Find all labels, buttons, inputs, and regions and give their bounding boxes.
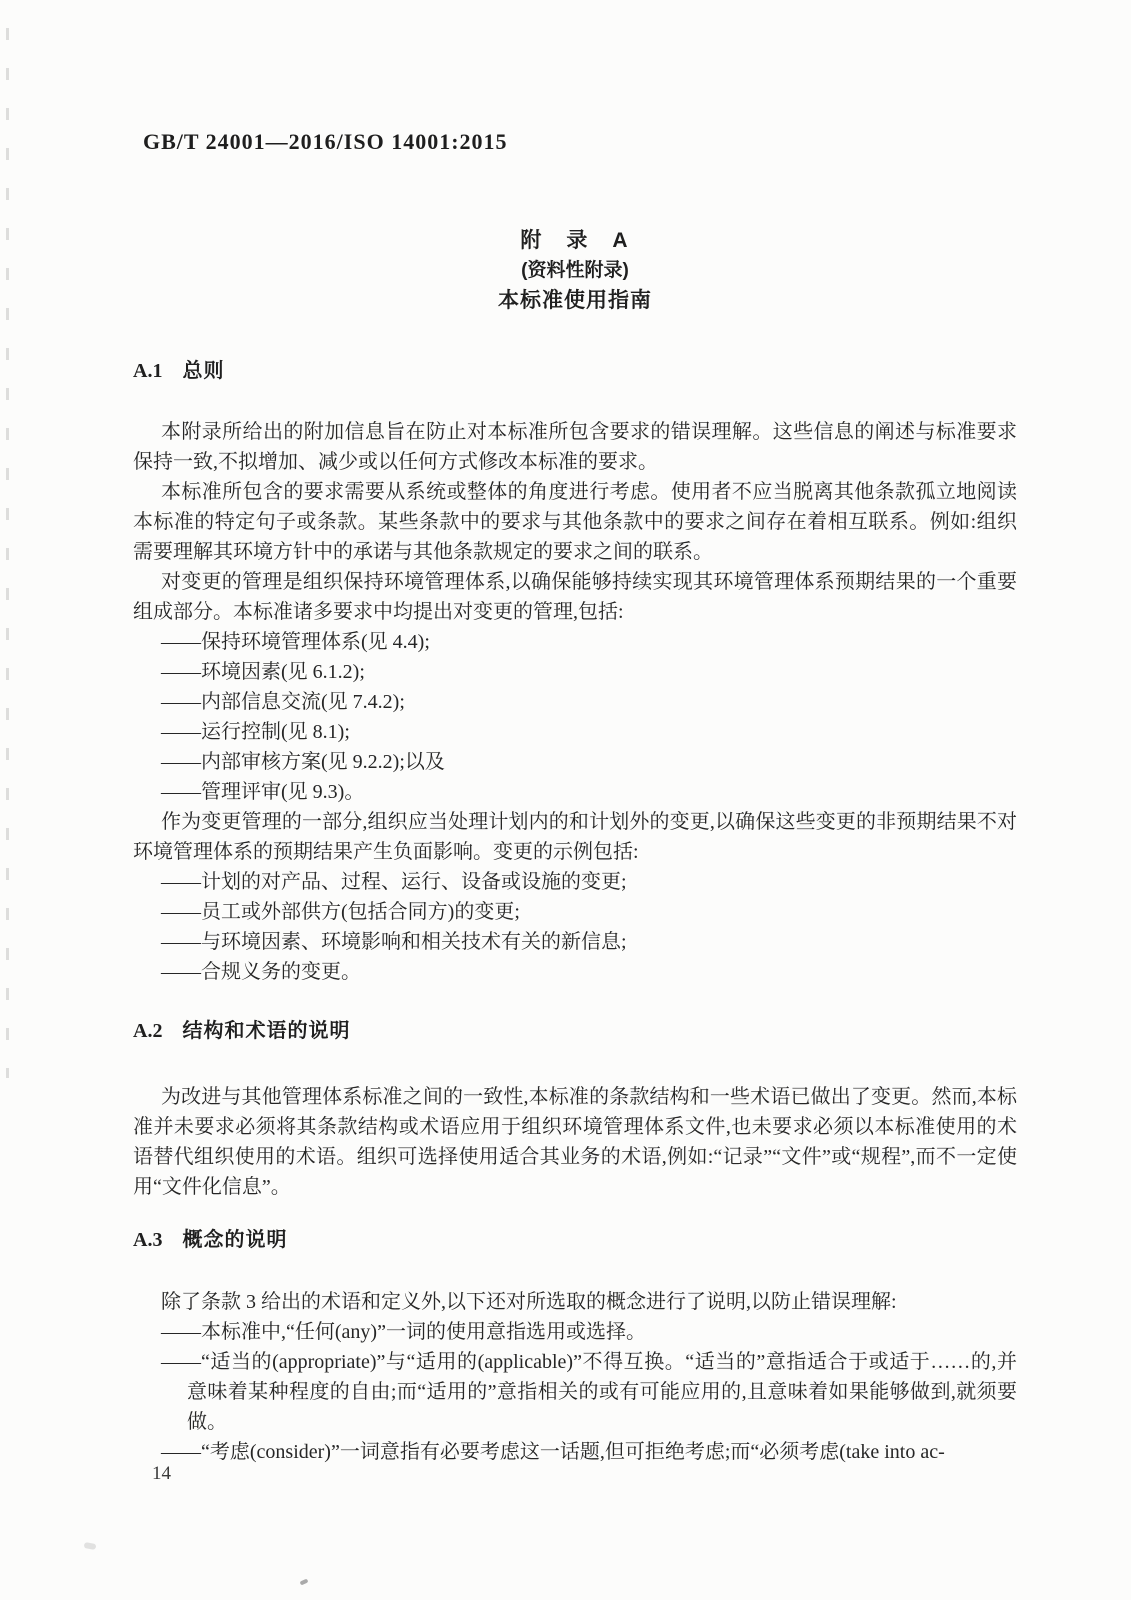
list-item: ——内部审核方案(见 9.2.2);以及 bbox=[161, 751, 445, 773]
section-a1-heading bbox=[133, 359, 1017, 383]
paragraph: 本标准所包含的要求需要从系统或整体的角度进行考虑。使用者不应当脱离其他条款孤立地阅读本标准的特定句子或条款。某些条款中的要求与其他条款中的要求之间存在着相互联系。例如:组织需要理解其环境方针中的承诺与其他条款规定的要求之间的联系。 bbox=[133, 481, 1017, 563]
section-a3-title: 概念的说明 bbox=[182, 1229, 288, 1251]
section-a1-number: A.1 bbox=[133, 360, 163, 382]
section-a2-heading bbox=[133, 1019, 1017, 1043]
list-item: ——保持环境管理体系(见 4.4); bbox=[161, 631, 430, 653]
paragraph: 对变更的管理是组织保持环境管理体系,以确保能够持续实现其环境管理体系预期结果的一个重要组成部分。本标准诸多要求中均提出对变更的管理,包括: bbox=[133, 571, 1017, 623]
paragraph: 本附录所给出的附加信息旨在防止对本标准所包含要求的错误理解。这些信息的阐述与标准要求保持一致,不拟增加、减少或以任何方式修改本标准的要求。 bbox=[133, 421, 1017, 473]
section-a3-body bbox=[133, 1287, 1017, 1467]
list-item: ——合规义务的变更。 bbox=[161, 961, 361, 983]
list-item: ——内部信息交流(见 7.4.2); bbox=[161, 691, 405, 713]
annex-subtitle-informative: (资料性附录) bbox=[521, 260, 629, 281]
annex-title-line: 附 录 A bbox=[520, 229, 630, 252]
section-a2-title: 结构和术语的说明 bbox=[182, 1020, 351, 1042]
paragraph: 作为变更管理的一部分,组织应当处理计划内的和计划外的变更,以确保这些变更的非预期结果不对环境管理体系的预期结果产生负面影响。变更的示例包括: bbox=[133, 811, 1017, 863]
list-item: ——与环境因素、环境影响和相关技术有关的新信息; bbox=[161, 931, 627, 953]
list-item: ——“适当的(appropriate)”与“适用的(applicable)”不得互换。“适当的”意指适合于或适于……的,并意味着某种程度的自由;而“适用的”意指相关的或有可能应用的,且意味着如果能够做到,就须要做。 bbox=[161, 1351, 1017, 1433]
paragraph: 除了条款 3 给出的术语和定义外,以下还对所选取的概念进行了说明,以防止错误理解: bbox=[161, 1291, 897, 1313]
section-a3-number: A.3 bbox=[133, 1229, 163, 1251]
scan-artifact-left-edge bbox=[6, 28, 9, 1078]
section-a3-heading bbox=[133, 1228, 1017, 1252]
scan-artifact-speck bbox=[84, 1542, 97, 1550]
list-item: ——运行控制(见 8.1); bbox=[161, 721, 350, 743]
standard-number-header: GB/T 24001—2016/ISO 14001:2015 bbox=[143, 129, 508, 154]
list-item: ——管理评审(见 9.3)。 bbox=[161, 781, 365, 803]
list-item: ——“考虑(consider)”一词意指有必要考虑这一话题,但可拒绝考虑;而“必须考虑(take into ac- bbox=[161, 1441, 945, 1463]
list-item: ——环境因素(见 6.1.2); bbox=[161, 661, 365, 683]
section-a2-body bbox=[133, 1082, 1017, 1202]
page-number: 14 bbox=[152, 1463, 171, 1484]
annex-title-block bbox=[133, 226, 1017, 316]
scan-artifact-speck bbox=[300, 1578, 309, 1585]
section-a1-title: 总则 bbox=[182, 360, 225, 382]
list-item: ——本标准中,“任何(any)”一词的使用意指选用或选择。 bbox=[161, 1321, 646, 1343]
section-a1-body bbox=[133, 417, 1017, 987]
list-item: ——计划的对产品、过程、运行、设备或设施的变更; bbox=[161, 871, 627, 893]
section-a2-number: A.2 bbox=[133, 1020, 163, 1042]
list-item: ——员工或外部供方(包括合同方)的变更; bbox=[161, 901, 520, 923]
annex-guide-title: 本标准使用指南 bbox=[498, 289, 652, 312]
paragraph: 为改进与其他管理体系标准之间的一致性,本标准的条款结构和一些术语已做出了变更。然而,本标准并未要求必须将其条款结构或术语应用于组织环境管理体系文件,也未要求必须以本标准使用的术语替代组织使用的术语。组织可选择使用适合其业务的术语,例如:“记录”“文件”或“规程”,而不一定使用“文件化信息”。 bbox=[133, 1086, 1017, 1198]
